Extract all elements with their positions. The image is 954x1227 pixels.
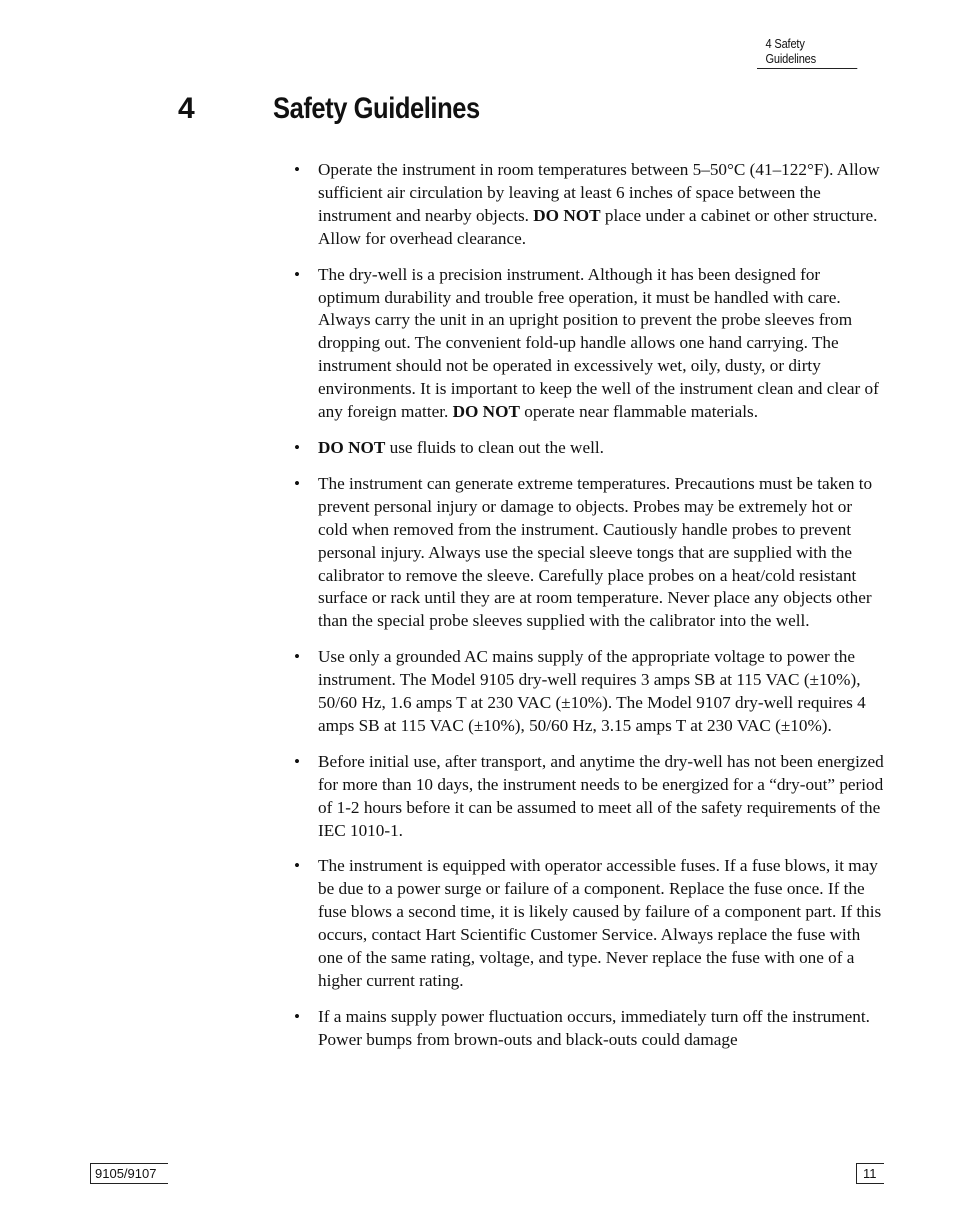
list-item	[294, 437, 884, 460]
bullet-icon: •	[294, 1006, 301, 1026]
bullet-icon: •	[294, 647, 301, 667]
body-text: The instrument can generate extreme temperatures. Precautions must be taken to prevent personal injury or damage to objects. Probes may be extremely hot or cold when removed from the instrument. Cautiously handle probes to prevent personal injury. Always use the special sleeve tongs that are supplied with the calibrator to remove the sleeve. Carefully place probes on a heat/cold resistant surface or rack until they are at room temperature. Never place any objects other than the special probe sleeves supplied with the calibrator into the well.	[318, 473, 873, 631]
list-item	[294, 159, 884, 251]
footer-model-box	[90, 1163, 168, 1184]
body-text: place under a cabinet or other structure. Allow for overhead clearance.	[318, 205, 878, 248]
footer-model: 9105/9107	[95, 1166, 157, 1181]
chapter-number: 4	[178, 92, 195, 125]
bullet-icon: •	[294, 264, 301, 284]
bullet-icon: •	[294, 160, 301, 179]
body-text: Operate the instrument in room temperatures between 5–50°C (41–122°F). Allow sufficient air circulation by leaving at least 6 inches of space between the instrument and nearby objects.	[318, 160, 880, 225]
emphasis-text: DO NOT	[533, 205, 601, 225]
bullet-icon: •	[294, 751, 301, 771]
body-text: If a mains supply power fluctuation occurs, immediately turn off the instrument. Power bumps from brown-outs and black-outs could damage	[318, 1006, 870, 1049]
body-text: Use only a grounded AC mains supply of the appropriate voltage to power the instrument. The Model 9105 dry-well requires 3 amps SB at 115 VAC (±10%), 50/60 Hz, 1.6 amps T at 230 VAC (±10%). The Model 9107 dry-well requires 4 amps SB at 115 VAC (±10%), 50/60 Hz, 3.15 amps T at 230 VAC (±10%).	[318, 647, 866, 735]
list-item	[294, 855, 884, 992]
footer-page-box	[856, 1163, 884, 1184]
body-text: The dry-well is a precision instrument. Although it has been designed for optimum durability and trouble free operation, it must be handled with care. Always carry the unit in an upright position to prevent the probe sleeves from dropping out. The convenient fold-up handle allows one hand carrying. The instrument should not be operated in excessively wet, oily, dusty, or dirty environments. It is important to keep the well of the instrument clean and clear of any foreign matter.	[318, 264, 879, 422]
list-item	[294, 473, 884, 633]
list-item	[294, 751, 884, 843]
body-text: use fluids to clean out the well.	[385, 437, 604, 457]
list-item	[294, 264, 884, 424]
emphasis-text: DO NOT	[452, 402, 520, 422]
chapter-title: Safety Guidelines	[273, 92, 480, 125]
body-text: Before initial use, after transport, and anytime the dry-well has not been energized for more than 10 days, the instrument needs to be energized for a “dry-out” period of 1-2 hours before it can be assumed to meet all of the safety requirements of the IEC 1010-1.	[318, 751, 884, 840]
emphasis-text: DO NOT	[318, 437, 386, 457]
body-text: The instrument is equipped with operator accessible fuses. If a fuse blows, it may be due to a power surge or failure of a component. Replace the fuse once. If the fuse blows a second time, it is likely caused by failure of a component part. If this occurs, contact Hart Scientific Customer Service. Always replace the fuse with one of the same rating, voltage, and type. Never replace the fuse with one of a higher current rating.	[318, 856, 882, 990]
safety-guideline-list	[294, 159, 884, 1065]
body-text: operate near flammable materials.	[519, 402, 759, 422]
bullet-icon: •	[294, 473, 301, 493]
list-item	[294, 1006, 884, 1052]
page-number: 11	[863, 1166, 877, 1181]
running-header-title: 4 Safety Guidelines	[765, 36, 817, 66]
list-item	[294, 646, 884, 738]
bullet-icon: •	[294, 856, 301, 876]
bullet-icon: •	[294, 437, 301, 457]
running-header	[757, 36, 857, 69]
